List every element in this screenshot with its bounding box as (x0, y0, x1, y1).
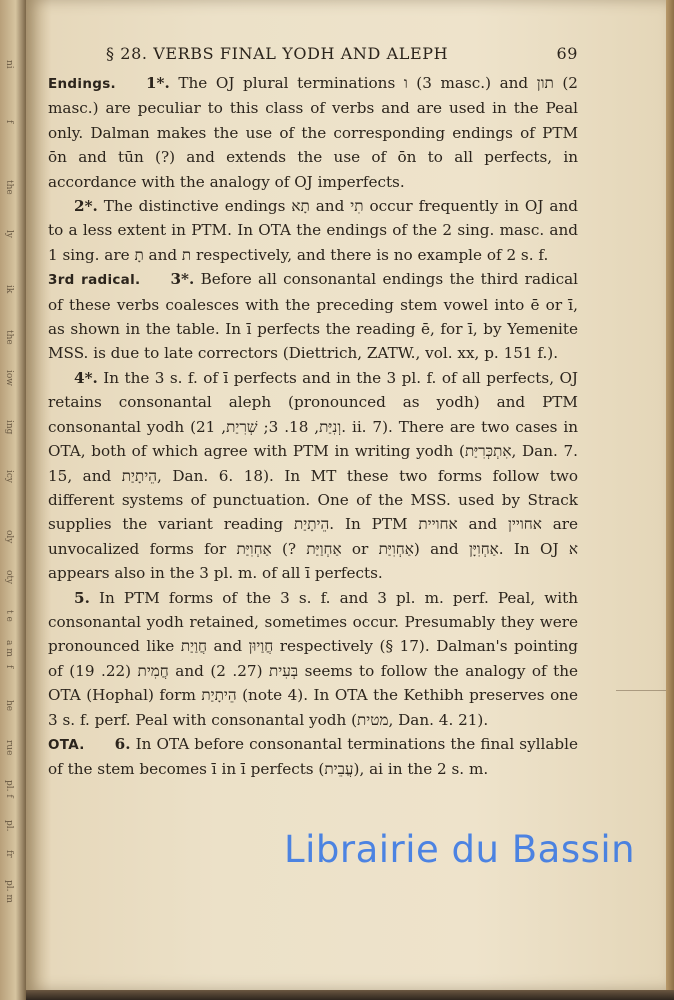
decorative-rule (616, 690, 666, 691)
margin-fragment: t e (4, 610, 14, 622)
paragraph-number: 6. (114, 734, 131, 753)
paragraph-text: Before all consonantal endings the third radical of these verbs coalesces with the preceding stem vowel into ē or ī, as shown in the table. In ī perfects the reading ē, for ī, by Yemenite MSS. is due to late correctors (Diettrich, ZATW., vol. xx, p. 151 f.). (48, 270, 578, 363)
paragraph (48, 732, 578, 782)
paragraph-number: 1*. (145, 74, 170, 92)
margin-fragment: iow (4, 370, 14, 387)
paragraph-number: 3*. (170, 270, 195, 289)
margin-fragment: ing (4, 420, 14, 435)
margin-fragment: the (4, 330, 14, 345)
margin-fragment: fr (4, 850, 14, 858)
margin-fragment: f (4, 120, 14, 124)
running-header (48, 44, 578, 63)
paragraph-text: In PTM forms of the 3 s. f. and 3 pl. m. perf. Peal, with consonantal yodh retained, sometimes occur. Presumably they were pronounced like חֲוַיַת and חֲוַיוּן respectively (§ 17). Dalman's pointing of חֲמִית (22. 19) and בְּעִית (27. 2) seems to follow the analogy of the OTA (Hophal) form הֵיתָיַת (note 4). In OTA the Kethibh preserves one 3 s. f. perf. Peal with consonantal yodh (מטית, Dan. 4. 21). (48, 588, 579, 729)
paragraph-number: 2*. (74, 197, 98, 216)
paragraph (48, 586, 578, 732)
margin-fragment: oty (4, 570, 14, 585)
paragraph (48, 194, 578, 267)
margin-fragment: ni (4, 60, 14, 69)
page-number: 69 (556, 44, 578, 63)
margin-fragment: rue (4, 740, 14, 756)
paragraph-number: 5. (74, 588, 90, 607)
margin-fragment: pl. (4, 820, 14, 832)
margin-fragment: f (4, 665, 14, 669)
paragraph-text: In OTA before consonantal terminations the final syllable of the stem becomes ī in ī perfects (עֲבֵית), ai in the 2 s. m. (48, 734, 578, 779)
margin-fragment: the (4, 180, 14, 195)
previous-page-edge (0, 0, 26, 1000)
margin-fragment: pl. m (4, 880, 14, 903)
watermark: Librairie du Bassin (284, 828, 636, 871)
side-heading: 3rd radical. (48, 272, 141, 289)
paragraph (48, 366, 578, 586)
side-heading: OTA. (48, 736, 85, 753)
margin-fragment: icy (4, 470, 14, 484)
margin-fragment: ly (4, 230, 14, 238)
margin-fragment: ik (4, 285, 14, 294)
page-edge (666, 0, 674, 1000)
side-heading: Endings. (48, 76, 116, 92)
book-bottom-edge (26, 990, 674, 1000)
paragraph-text: The OJ plural terminations ו (3 masc.) and תון (2 masc.) are peculiar to this class of verbs and are used in the Peal only. Dalman makes the use of the corresponding endings of PTM ōn and tūn (?) and extends the use of ōn to all perfects, in accordance with the analogy of OJ imperfects. (48, 74, 578, 191)
margin-fragment: oly (4, 530, 14, 544)
paragraph-number: 4*. (74, 368, 98, 387)
page-content (48, 44, 578, 782)
paragraph-text: The distinctive endings תָא and תִי occur frequently in OJ and to a less extent in PTM. In OTA the endings of the 2 sing. masc. and 1 sing. are תָ and ת respectively, and there is no example of 2 s. f. (48, 197, 578, 264)
margin-fragment: he (4, 700, 14, 712)
paragraph (48, 71, 578, 194)
paragraph (48, 267, 578, 366)
section-title: § 28. VERBS FINAL YODH AND ALEPH (106, 44, 449, 63)
margin-fragment: pl. f (4, 780, 14, 798)
paragraph-text: In the 3 s. f. of ī perfects and in the 3 pl. f. of all perfects, OJ retains consonantal aleph (pronounced as yodh) and PTM consonantal yodh (וְנִיַּת, 18. 3; שְׁרִיַת, 21. ii. 7). There are two cases in OTA, both of which agree with PTM in writing yodh (אִתְכְּרִיַּת, Dan. 7. 15, and הֵיתָיַת, Dan. 6. 18). In MT these two forms follow two different systems of punctuation. One of the MSS. used by Strack supplies the variant reading הֵיתָיַת. In PTM אחויית and אחויין are unvocalized forms for אַחְוִיַּת (? אַחְוַיַּת or אַחְוִיַּת) and אַחְוִיָּן. In OJ א appears also in the 3 pl. m. of all ī perfects. (48, 368, 579, 583)
margin-fragment: a m (4, 640, 14, 657)
